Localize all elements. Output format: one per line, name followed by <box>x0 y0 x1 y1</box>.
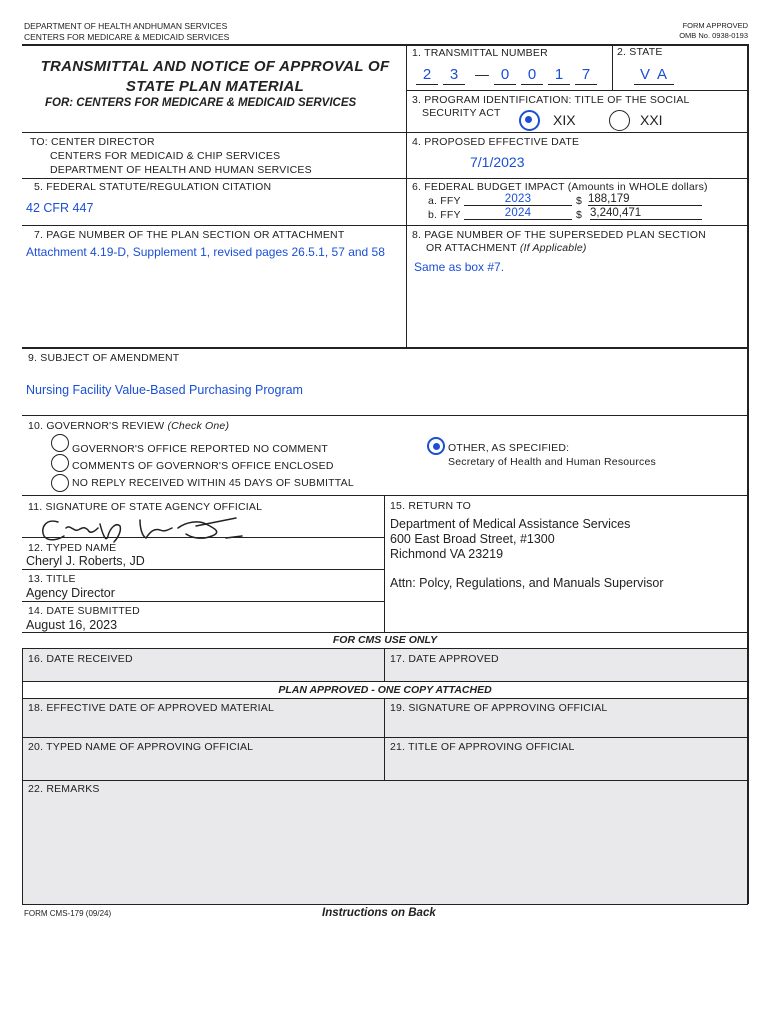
box4-rule <box>406 178 747 179</box>
effective-date-value[interactable]: 7/1/2023 <box>470 154 525 170</box>
box13-rule <box>22 601 384 602</box>
box8-label-main: OR ATTACHMENT <box>426 242 517 254</box>
gov-comments-label: COMMENTS OF GOVERNOR'S OFFICE ENCLOSED <box>72 460 334 472</box>
box3-label-line2: SECURITY ACT <box>422 107 501 119</box>
dept-line-1: DEPARTMENT OF HEALTH ANDHUMAN SERVICES <box>24 21 228 31</box>
cms-row1-divider <box>384 648 385 681</box>
title-rule <box>22 132 406 133</box>
to-line1: TO: CENTER DIRECTOR <box>30 136 155 148</box>
gov-no-reply-radio[interactable] <box>51 474 69 492</box>
transmittal-digit-4[interactable]: 0 <box>521 66 543 85</box>
transmittal-digit-1[interactable]: 2 <box>416 66 438 85</box>
box1-rule <box>406 90 747 91</box>
gov-no-comment-radio[interactable] <box>51 434 69 452</box>
box3-rule <box>406 132 747 133</box>
box21-label: 21. TITLE OF APPROVING OFFICIAL <box>390 741 575 753</box>
return-line1[interactable]: Department of Medical Assistance Services <box>390 517 631 531</box>
cms-row2-rule <box>22 737 748 738</box>
box7-label: 7. PAGE NUMBER OF THE PLAN SECTION OR ATTACHMENT <box>34 229 345 241</box>
title-xix-label: XIX <box>553 112 576 128</box>
box9-label: 9. SUBJECT OF AMENDMENT <box>28 352 180 364</box>
box5-label: 5. FEDERAL STATUTE/REGULATION CITATION <box>34 181 272 193</box>
box1-box2-divider <box>612 44 613 90</box>
box20-label: 20. TYPED NAME OF APPROVING OFFICIAL <box>28 741 254 753</box>
ffy-b-year[interactable]: 2024 <box>464 207 572 220</box>
to-rule <box>22 178 406 179</box>
title-xxi-label: XXI <box>640 112 663 128</box>
form-for: FOR: CENTERS FOR MEDICARE & MEDICAID SERVICES <box>45 97 357 109</box>
right-border-top <box>747 44 749 348</box>
box8-label-note: (If Applicable) <box>519 242 587 254</box>
box12-rule <box>22 569 384 570</box>
return-line3[interactable]: Richmond VA 23219 <box>390 547 504 561</box>
form-title-line1: TRANSMITTAL AND NOTICE OF APPROVAL OF <box>40 58 390 75</box>
box17-label: 17. DATE APPROVED <box>390 653 499 665</box>
box14-rule <box>22 632 748 633</box>
transmittal-digit-3[interactable]: 0 <box>494 66 516 85</box>
plan-section-value[interactable]: Attachment 4.19-D, Supplement 1, revised pages 26.5.1, 57 and 58 <box>26 245 385 259</box>
box15-label: 15. RETURN TO <box>390 500 471 512</box>
cms-row1-rule <box>22 681 748 682</box>
box10-label <box>28 420 229 432</box>
remarks-bg <box>23 781 747 904</box>
left-border-cms <box>22 648 23 904</box>
ffy-b-currency: $ <box>576 209 583 221</box>
dept-line-2: CENTERS FOR MEDICARE & MEDICAID SERVICES <box>24 32 230 42</box>
form-title-line2: STATE PLAN MATERIAL <box>125 78 305 95</box>
transmittal-digit-6[interactable]: 7 <box>575 66 597 85</box>
title-xix-radio[interactable] <box>519 110 540 131</box>
box6-rule <box>406 225 747 226</box>
box9-rule <box>22 415 748 416</box>
form-approved: FORM APPROVED <box>682 21 748 30</box>
transmittal-dash: — <box>475 66 489 82</box>
box14-label: 14. DATE SUBMITTED <box>28 605 140 617</box>
date-submitted-value[interactable]: August 16, 2023 <box>26 618 118 632</box>
omb-number: OMB No. 0938-0193 <box>679 31 748 40</box>
box19-label: 19. SIGNATURE OF APPROVING OFFICIAL <box>390 702 608 714</box>
ffy-a-year[interactable]: 2023 <box>464 193 572 206</box>
gov-other-label: OTHER, AS SPECIFIED: <box>448 442 570 454</box>
box8-label-line2 <box>426 242 587 254</box>
box3-label-line1: 3. PROGRAM IDENTIFICATION: TITLE OF THE SOCIAL <box>412 94 690 106</box>
box10-label-note: (Check One) <box>167 420 230 432</box>
transmittal-digit-2[interactable]: 3 <box>443 66 465 85</box>
box1-label: 1. TRANSMITTAL NUMBER <box>412 47 548 59</box>
citation-value[interactable]: 42 CFR 447 <box>26 201 94 215</box>
subject-value[interactable]: Nursing Facility Value-Based Purchasing Program <box>26 383 303 397</box>
form-id: FORM CMS-179 (09/24) <box>24 909 112 918</box>
return-attn[interactable]: Attn: Polcy, Regulations, and Manuals Supervisor <box>390 576 664 590</box>
typed-name-value[interactable]: Cheryl J. Roberts, JD <box>26 554 145 568</box>
box4-label: 4. PROPOSED EFFECTIVE DATE <box>412 136 580 148</box>
ffy-a-prefix: a. FFY <box>428 195 461 207</box>
instructions-on-back: Instructions on Back <box>322 907 436 919</box>
title-value[interactable]: Agency Director <box>26 586 115 600</box>
box11-label: 11. SIGNATURE OF STATE AGENCY OFFICIAL <box>28 501 263 513</box>
ffy-b-prefix: b. FFY <box>428 209 461 221</box>
to-line2: CENTERS FOR MEDICAID & CHIP SERVICES <box>50 150 281 162</box>
gov-comments-radio[interactable] <box>51 454 69 472</box>
gov-no-comment-label: GOVERNOR'S OFFICE REPORTED NO COMMENT <box>72 443 328 455</box>
cms-row2-divider <box>384 698 385 780</box>
box10-label-main: 10. GOVERNOR'S REVIEW <box>28 420 165 432</box>
ffy-a-currency: $ <box>576 195 583 207</box>
box11-rule <box>22 537 384 538</box>
right-border-lower <box>747 347 749 904</box>
state-underline <box>640 84 674 85</box>
title-xxi-radio[interactable] <box>609 110 630 131</box>
state-letter-2[interactable]: A <box>656 66 667 83</box>
ffy-a-amount[interactable]: 188,179 <box>588 193 702 206</box>
box18-label: 18. EFFECTIVE DATE OF APPROVED MATERIAL <box>28 702 275 714</box>
box7-rule <box>22 347 748 349</box>
lower-col-divider <box>384 495 385 632</box>
state-letter-1[interactable]: V <box>634 66 656 85</box>
gov-other-radio[interactable] <box>427 437 445 455</box>
to-line3: DEPARTMENT OF HEALTH AND HUMAN SERVICES <box>50 164 312 176</box>
box16-label: 16. DATE RECEIVED <box>28 653 133 665</box>
gov-no-reply-label: NO REPLY RECEIVED WITHIN 45 DAYS OF SUBMITTAL <box>72 477 354 489</box>
box5-rule <box>22 225 406 226</box>
cms-use-only-header: FOR CMS USE ONLY <box>332 634 438 646</box>
gov-other-value[interactable]: Secretary of Health and Human Resources <box>448 456 656 468</box>
box8-label-line1: 8. PAGE NUMBER OF THE SUPERSEDED PLAN SECTION <box>412 229 706 241</box>
box10-rule <box>22 495 748 496</box>
superseded-value[interactable]: Same as box #7. <box>414 260 505 274</box>
ffy-b-amount[interactable]: 3,240,471 <box>590 207 702 220</box>
transmittal-digit-5[interactable]: 1 <box>548 66 570 85</box>
box22-label: 22. REMARKS <box>28 783 100 795</box>
box6-label: 6. FEDERAL BUDGET IMPACT (Amounts in WHOLE dollars) <box>412 181 708 193</box>
plan-approved-header: PLAN APPROVED - ONE COPY ATTACHED <box>278 684 492 696</box>
return-line2[interactable]: 600 East Broad Street, #1300 <box>390 532 555 546</box>
box2-label: 2. STATE <box>617 46 663 58</box>
remarks-bottom-rule <box>22 904 748 905</box>
box13-label: 13. TITLE <box>28 573 76 585</box>
box12-label: 12. TYPED NAME <box>28 542 117 554</box>
